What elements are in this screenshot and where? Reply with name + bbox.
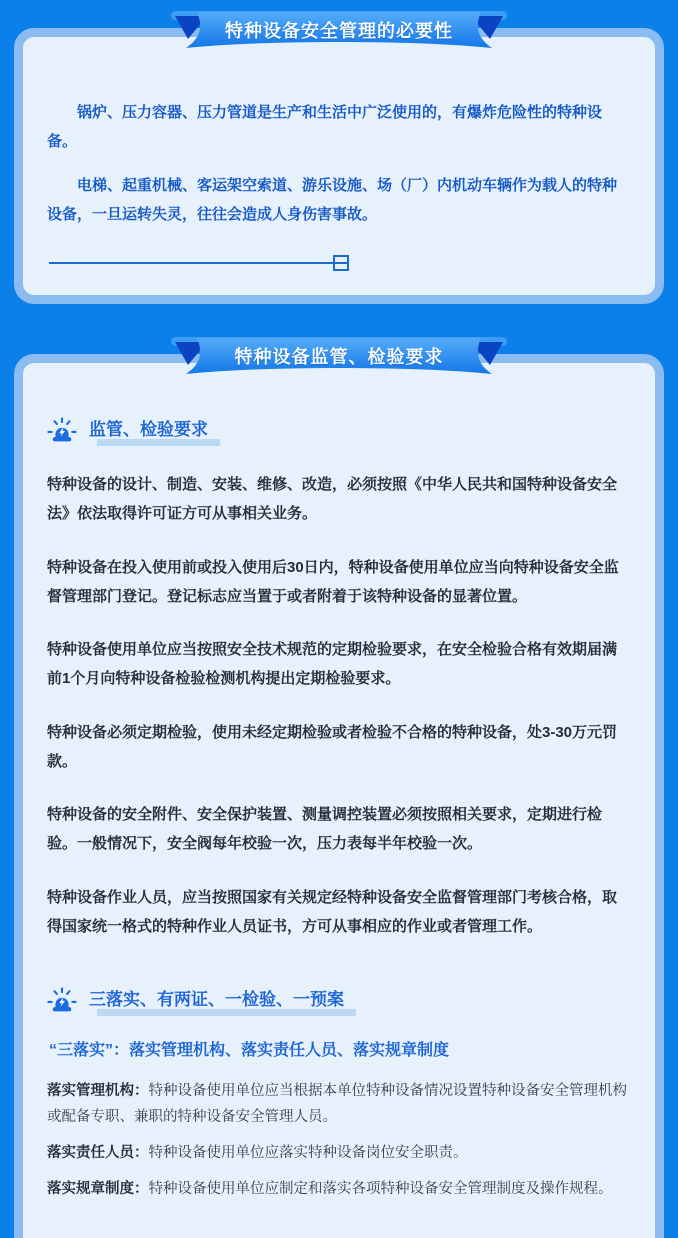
sub-heading-three-implementations: “三落实”：落实管理机构、落实责任人员、落实规章制度 bbox=[49, 1042, 450, 1059]
body-paragraph: 特种设备必须定期检验，使用未经定期检验或者检验不合格的特种设备，处3-30万元罚款。 bbox=[47, 723, 618, 770]
divider-line bbox=[49, 262, 333, 264]
card-supervision bbox=[14, 354, 664, 1238]
siren-alarm-icon bbox=[47, 986, 77, 1016]
section-supervision bbox=[14, 336, 664, 1238]
definition-text: 特种设备使用单位应落实特种设备岗位安全职责。 bbox=[148, 1145, 468, 1162]
definition-label: 落实规章制度： bbox=[47, 1181, 149, 1198]
body-paragraph: 特种设备的安全附件、安全保护装置、测量调控装置必须按照相关要求，定期进行检验。一般情况下，安全阀每年校验一次，压力表每半年校验一次。 bbox=[47, 806, 603, 853]
body-paragraph: 特种设备作业人员，应当按照国家有关规定经特种设备安全监督管理部门考核合格，取得国家统一格式的特种作业人员证书，方可从事相应的作业或者管理工作。 bbox=[47, 888, 618, 935]
banner-title: 特种设备监管、检验要求 bbox=[234, 347, 444, 367]
divider bbox=[49, 255, 349, 271]
definition-text: 特种设备使用单位应当根据本单位特种设备情况设置特种设备安全管理机构或配备专职、兼职的特种设备安全管理人员。 bbox=[47, 1082, 627, 1126]
body-paragraph: 特种设备在投入使用前或投入使用后30日内，特种设备使用单位应当向特种设备安全监督管理部门登记。登记标志应当置于或者附着于该特种设备的显著位置。 bbox=[47, 558, 619, 605]
intro-paragraph: 电梯、起重机械、客运架空索道、游乐设施、场（厂）内机动车辆作为载人的特种设备，一旦运转失灵，往往会造成人身伤害事故。 bbox=[47, 177, 618, 223]
banner-title: 特种设备安全管理的必要性 bbox=[225, 21, 453, 41]
definition-item bbox=[47, 1140, 631, 1167]
intro-paragraph: 锅炉、压力容器、压力管道是生产和生活中广泛使用的，有爆炸危险性的特种设备。 bbox=[47, 104, 603, 150]
card-necessity bbox=[14, 28, 664, 304]
block-heading-supervision bbox=[47, 415, 631, 446]
body-paragraph: 特种设备的设计、制造、安装、维修、改造，必须按照《中华人民共和国特种设备安全法》依法取得许可证方可从事相关业务。 bbox=[47, 476, 618, 523]
definition-label: 落实管理机构： bbox=[47, 1082, 149, 1099]
block-heading-label: 三落实、有两证、一检验、一预案 bbox=[87, 985, 356, 1016]
banner-ribbon-1 bbox=[169, 10, 509, 52]
divider-end-square-icon bbox=[333, 255, 349, 271]
definition-item bbox=[47, 1176, 631, 1203]
siren-alarm-icon bbox=[47, 416, 77, 446]
body-paragraph: 特种设备使用单位应当按照安全技术规范的定期检验要求，在安全检验合格有效期届满前1个月向特种设备检验检测机构提出定期检验要求。 bbox=[47, 641, 618, 688]
block-heading-three-implementations bbox=[47, 985, 631, 1016]
banner-ribbon-2 bbox=[169, 336, 509, 378]
definition-text: 特种设备使用单位应制定和落实各项特种设备安全管理制度及操作规程。 bbox=[148, 1181, 613, 1198]
block-heading-label: 监管、检验要求 bbox=[87, 415, 220, 446]
definition-item bbox=[47, 1078, 631, 1132]
definition-label: 落实责任人员： bbox=[47, 1145, 149, 1162]
section-necessity bbox=[14, 0, 664, 304]
